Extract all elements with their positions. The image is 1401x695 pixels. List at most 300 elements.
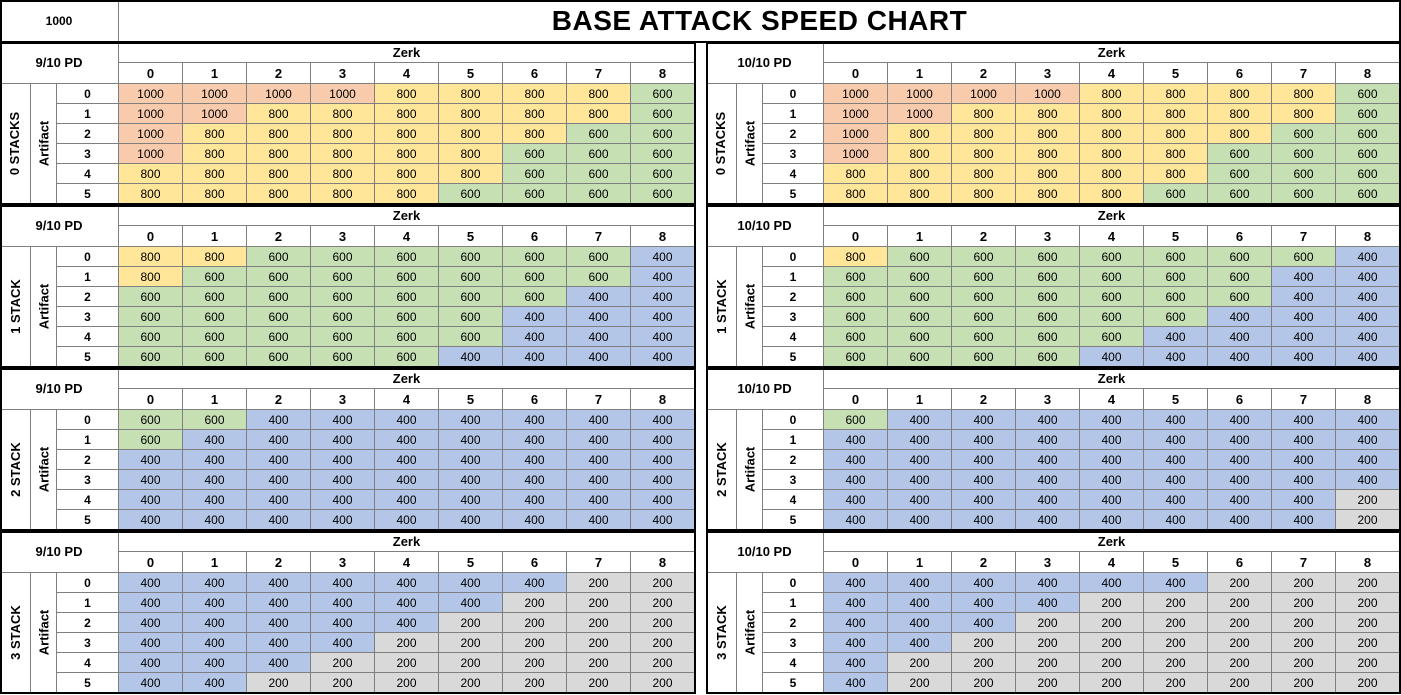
speed-cell: 400 — [439, 573, 503, 593]
zerk-level-header: 3 — [1016, 63, 1080, 84]
speed-cell: 200 — [1144, 593, 1208, 613]
speed-cell: 800 — [1272, 84, 1336, 104]
speed-cell: 800 — [375, 144, 439, 164]
speed-cell: 400 — [247, 410, 311, 430]
speed-cell: 400 — [183, 450, 247, 470]
zerk-level-header: 8 — [1336, 552, 1400, 573]
speed-cell: 400 — [503, 490, 567, 510]
artifact-level-header: 4 — [763, 164, 824, 184]
zerk-level-header: 2 — [247, 226, 311, 247]
speed-cell: 200 — [1080, 593, 1144, 613]
speed-cell: 400 — [888, 613, 952, 633]
speed-cell: 400 — [1336, 307, 1400, 327]
speed-cell: 800 — [247, 184, 311, 204]
speed-cell: 400 — [1080, 510, 1144, 530]
zerk-level-header: 2 — [952, 226, 1016, 247]
stack-label — [0, 573, 31, 693]
speed-cell: 800 — [567, 104, 631, 124]
speed-cell: 400 — [439, 347, 503, 367]
speed-cell: 400 — [375, 430, 439, 450]
speed-cell: 400 — [631, 430, 695, 450]
speed-cell: 600 — [1080, 307, 1144, 327]
speed-cell: 600 — [375, 347, 439, 367]
artifact-label — [31, 573, 57, 693]
artifact-level-header: 4 — [57, 164, 119, 184]
zerk-level-header: 7 — [567, 63, 631, 84]
speed-cell: 800 — [824, 164, 888, 184]
speed-cell: 600 — [247, 267, 311, 287]
zerk-level-header: 6 — [1208, 389, 1272, 410]
speed-cell: 400 — [247, 510, 311, 530]
speed-cell: 600 — [824, 410, 888, 430]
speed-cell: 400 — [439, 510, 503, 530]
speed-cell: 600 — [183, 287, 247, 307]
speed-cell: 400 — [247, 573, 311, 593]
stack-label — [706, 84, 737, 204]
speed-cell: 400 — [183, 613, 247, 633]
speed-cell: 400 — [119, 673, 183, 693]
speed-cell: 200 — [1080, 653, 1144, 673]
speed-cell: 400 — [1080, 470, 1144, 490]
speed-cell: 400 — [888, 470, 952, 490]
speed-cell: 600 — [311, 267, 375, 287]
zerk-level-header: 5 — [439, 63, 503, 84]
speed-cell: 600 — [311, 347, 375, 367]
artifact-level-header: 1 — [57, 267, 119, 287]
speed-cell: 400 — [1272, 287, 1336, 307]
speed-cell: 200 — [1016, 633, 1080, 653]
speed-cell: 400 — [824, 673, 888, 693]
speed-cell: 400 — [119, 653, 183, 673]
speed-cell: 800 — [375, 84, 439, 104]
speed-cell: 800 — [247, 164, 311, 184]
speed-cell: 400 — [1080, 410, 1144, 430]
speed-cell: 600 — [375, 307, 439, 327]
speed-cell: 400 — [952, 410, 1016, 430]
speed-cell: 400 — [824, 613, 888, 633]
speed-cell: 1000 — [952, 84, 1016, 104]
speed-cell: 400 — [1080, 490, 1144, 510]
speed-cell: 200 — [888, 653, 952, 673]
speed-cell: 400 — [888, 593, 952, 613]
speed-cell: 800 — [119, 247, 183, 267]
speed-cell: 800 — [119, 267, 183, 287]
speed-cell: 400 — [824, 573, 888, 593]
speed-cell: 200 — [567, 653, 631, 673]
speed-cell: 400 — [1208, 450, 1272, 470]
speed-cell: 600 — [503, 164, 567, 184]
speed-cell: 400 — [503, 450, 567, 470]
speed-cell: 800 — [1016, 164, 1080, 184]
zerk-level-header: 4 — [1080, 226, 1144, 247]
artifact-level-header: 2 — [57, 287, 119, 307]
speed-cell: 800 — [311, 144, 375, 164]
speed-cell: 600 — [503, 287, 567, 307]
zerk-level-header: 6 — [1208, 63, 1272, 84]
speed-cell: 800 — [375, 164, 439, 184]
artifact-level-header: 2 — [763, 613, 824, 633]
speed-cell: 400 — [119, 613, 183, 633]
speed-cell: 600 — [119, 410, 183, 430]
speed-cell: 200 — [631, 673, 695, 693]
speed-cell: 800 — [1144, 104, 1208, 124]
speed-cell: 400 — [375, 613, 439, 633]
speed-cell: 800 — [1208, 124, 1272, 144]
speed-cell: 400 — [1272, 410, 1336, 430]
speed-cell: 400 — [119, 470, 183, 490]
speed-cell: 400 — [631, 307, 695, 327]
speed-cell: 600 — [888, 267, 952, 287]
speed-cell: 800 — [439, 144, 503, 164]
speed-cell: 200 — [1144, 633, 1208, 653]
speed-cell: 200 — [1336, 593, 1400, 613]
speed-cell: 600 — [439, 307, 503, 327]
speed-cell: 200 — [503, 613, 567, 633]
speed-cell: 600 — [1208, 144, 1272, 164]
artifact-level-header: 1 — [763, 104, 824, 124]
speed-cell: 400 — [888, 490, 952, 510]
speed-cell: 200 — [567, 673, 631, 693]
speed-cell: 800 — [888, 124, 952, 144]
speed-cell: 600 — [119, 287, 183, 307]
speed-cell: 600 — [1208, 247, 1272, 267]
speed-cell: 400 — [1272, 430, 1336, 450]
stack-label-text: 2 STACK — [7, 442, 23, 497]
speed-cell: 800 — [439, 84, 503, 104]
speed-cell: 400 — [631, 247, 695, 267]
speed-cell: 800 — [1016, 124, 1080, 144]
speed-cell: 400 — [1336, 267, 1400, 287]
speed-cell: 800 — [888, 144, 952, 164]
speed-cell: 800 — [311, 104, 375, 124]
speed-cell: 600 — [375, 327, 439, 347]
zerk-header: Zerk — [119, 42, 695, 63]
stack-label — [0, 84, 31, 204]
speed-cell: 800 — [503, 124, 567, 144]
speed-cell: 200 — [631, 653, 695, 673]
speed-cell: 600 — [375, 247, 439, 267]
zerk-level-header: 8 — [631, 226, 695, 247]
speed-cell: 400 — [311, 633, 375, 653]
speed-cell: 400 — [183, 470, 247, 490]
speed-cell: 400 — [1144, 347, 1208, 367]
speed-cell: 400 — [247, 653, 311, 673]
speed-cell: 400 — [375, 470, 439, 490]
speed-cell: 400 — [631, 327, 695, 347]
speed-cell: 400 — [183, 593, 247, 613]
zerk-level-header: 1 — [888, 389, 952, 410]
speed-cell: 400 — [1272, 267, 1336, 287]
speed-cell: 600 — [183, 347, 247, 367]
speed-cell: 400 — [375, 410, 439, 430]
artifact-level-header: 5 — [57, 347, 119, 367]
artifact-level-header: 3 — [763, 307, 824, 327]
speed-cell: 400 — [824, 470, 888, 490]
speed-cell: 600 — [1016, 247, 1080, 267]
artifact-level-header: 4 — [763, 490, 824, 510]
speed-cell: 200 — [1208, 673, 1272, 693]
speed-cell: 200 — [1336, 633, 1400, 653]
speed-cell: 600 — [952, 307, 1016, 327]
speed-cell: 400 — [1080, 430, 1144, 450]
zerk-header: Zerk — [119, 205, 695, 226]
speed-cell: 600 — [311, 287, 375, 307]
speed-cell: 600 — [1336, 144, 1400, 164]
zerk-level-header: 1 — [183, 552, 247, 573]
artifact-level-header: 0 — [763, 84, 824, 104]
artifact-level-header: 0 — [57, 573, 119, 593]
speed-cell: 600 — [1336, 104, 1400, 124]
speed-cell: 800 — [1016, 144, 1080, 164]
speed-cell: 800 — [824, 184, 888, 204]
speed-cell: 600 — [888, 247, 952, 267]
speed-cell: 400 — [311, 450, 375, 470]
zerk-level-header: 4 — [375, 63, 439, 84]
speed-cell: 400 — [503, 573, 567, 593]
pd-label: 9/10 PD — [0, 205, 119, 247]
speed-cell: 400 — [567, 510, 631, 530]
speed-cell: 400 — [631, 470, 695, 490]
artifact-level-header: 0 — [763, 410, 824, 430]
speed-cell: 400 — [439, 470, 503, 490]
speed-cell: 800 — [183, 247, 247, 267]
speed-cell: 400 — [1144, 573, 1208, 593]
speed-cell: 400 — [1272, 327, 1336, 347]
speed-cell: 400 — [119, 593, 183, 613]
zerk-level-header: 8 — [1336, 226, 1400, 247]
speed-cell: 600 — [503, 247, 567, 267]
speed-cell: 400 — [183, 573, 247, 593]
speed-cell: 600 — [439, 247, 503, 267]
speed-cell: 400 — [631, 450, 695, 470]
artifact-label-text: Artifact — [742, 446, 758, 493]
speed-cell: 400 — [375, 490, 439, 510]
speed-cell: 400 — [439, 593, 503, 613]
speed-cell: 400 — [631, 510, 695, 530]
speed-cell: 400 — [503, 347, 567, 367]
speed-cell: 600 — [311, 307, 375, 327]
speed-cell: 600 — [952, 347, 1016, 367]
artifact-label-text: Artifact — [36, 609, 52, 656]
speed-cell: 600 — [1016, 267, 1080, 287]
artifact-label — [737, 84, 763, 204]
artifact-label-text: Artifact — [36, 120, 52, 167]
speed-cell: 600 — [1208, 184, 1272, 204]
artifact-level-header: 2 — [763, 287, 824, 307]
zerk-level-header: 2 — [952, 389, 1016, 410]
artifact-level-header: 5 — [57, 510, 119, 530]
stack-label-text: 0 STACKS — [7, 111, 23, 176]
artifact-level-header: 5 — [763, 184, 824, 204]
speed-cell: 600 — [1272, 124, 1336, 144]
speed-cell: 400 — [247, 430, 311, 450]
artifact-level-header: 5 — [57, 184, 119, 204]
speed-cell: 400 — [952, 613, 1016, 633]
speed-cell: 600 — [1016, 327, 1080, 347]
speed-cell: 400 — [1016, 410, 1080, 430]
artifact-level-header: 5 — [763, 347, 824, 367]
speed-cell: 600 — [631, 104, 695, 124]
speed-cell: 400 — [375, 593, 439, 613]
zerk-level-header: 2 — [952, 552, 1016, 573]
speed-cell: 600 — [439, 327, 503, 347]
speed-cell: 400 — [824, 653, 888, 673]
zerk-level-header: 4 — [1080, 63, 1144, 84]
artifact-level-header: 3 — [57, 470, 119, 490]
speed-cell: 400 — [1272, 510, 1336, 530]
speed-cell: 400 — [631, 287, 695, 307]
speed-cell: 200 — [1272, 573, 1336, 593]
speed-cell: 800 — [1080, 164, 1144, 184]
speed-cell: 600 — [247, 287, 311, 307]
speed-cell: 400 — [311, 410, 375, 430]
artifact-label-text: Artifact — [36, 283, 52, 330]
speed-cell: 400 — [952, 450, 1016, 470]
stack-label — [706, 573, 737, 693]
speed-cell: 600 — [503, 267, 567, 287]
speed-cell: 800 — [311, 184, 375, 204]
artifact-level-header: 4 — [763, 327, 824, 347]
speed-cell: 400 — [183, 653, 247, 673]
speed-cell: 600 — [952, 287, 1016, 307]
speed-cell: 800 — [311, 164, 375, 184]
zerk-level-header: 5 — [1144, 552, 1208, 573]
speed-cell: 600 — [439, 267, 503, 287]
speed-cell: 400 — [567, 307, 631, 327]
artifact-level-header: 5 — [763, 510, 824, 530]
speed-cell: 400 — [247, 490, 311, 510]
speed-cell: 400 — [1144, 490, 1208, 510]
speed-cell: 200 — [631, 593, 695, 613]
speed-cell: 200 — [952, 653, 1016, 673]
speed-cell: 800 — [1016, 104, 1080, 124]
speed-cell: 800 — [1080, 124, 1144, 144]
speed-cell: 800 — [567, 84, 631, 104]
speed-cell: 600 — [439, 287, 503, 307]
speed-cell: 600 — [439, 184, 503, 204]
speed-cell: 200 — [375, 653, 439, 673]
zerk-level-header: 0 — [119, 389, 183, 410]
speed-cell: 600 — [567, 247, 631, 267]
zerk-level-header: 2 — [952, 63, 1016, 84]
stack-label — [0, 410, 31, 530]
artifact-label-text: Artifact — [742, 609, 758, 656]
speed-cell: 200 — [311, 653, 375, 673]
speed-cell: 800 — [952, 184, 1016, 204]
zerk-level-header: 0 — [824, 226, 888, 247]
speed-cell: 400 — [631, 267, 695, 287]
zerk-level-header: 3 — [311, 389, 375, 410]
speed-cell: 400 — [119, 490, 183, 510]
speed-cell: 400 — [1336, 287, 1400, 307]
speed-cell: 600 — [1208, 164, 1272, 184]
speed-cell: 400 — [247, 470, 311, 490]
speed-cell: 800 — [503, 84, 567, 104]
speed-cell: 1000 — [119, 144, 183, 164]
speed-cell: 800 — [1144, 84, 1208, 104]
speed-cell: 600 — [824, 267, 888, 287]
zerk-header: Zerk — [119, 368, 695, 389]
speed-cell: 400 — [1208, 470, 1272, 490]
speed-cell: 600 — [1208, 287, 1272, 307]
speed-cell: 400 — [1144, 327, 1208, 347]
artifact-level-header: 3 — [763, 144, 824, 164]
zerk-level-header: 3 — [311, 552, 375, 573]
speed-cell: 400 — [311, 430, 375, 450]
artifact-level-header: 5 — [57, 673, 119, 693]
zerk-level-header: 0 — [119, 63, 183, 84]
speed-cell: 400 — [183, 673, 247, 693]
speed-cell: 600 — [183, 410, 247, 430]
artifact-label — [31, 84, 57, 204]
speed-cell: 200 — [1144, 653, 1208, 673]
speed-cell: 400 — [119, 573, 183, 593]
zerk-level-header: 6 — [503, 389, 567, 410]
speed-cell: 400 — [1080, 573, 1144, 593]
speed-cell: 400 — [503, 430, 567, 450]
speed-cell: 400 — [503, 307, 567, 327]
zerk-level-header: 8 — [631, 63, 695, 84]
artifact-label — [737, 573, 763, 693]
speed-cell: 600 — [824, 347, 888, 367]
speed-cell: 400 — [1208, 410, 1272, 430]
speed-cell: 200 — [439, 613, 503, 633]
speed-cell: 400 — [311, 490, 375, 510]
speed-cell: 800 — [439, 104, 503, 124]
zerk-level-header: 7 — [1272, 552, 1336, 573]
speed-cell: 200 — [567, 573, 631, 593]
speed-cell: 600 — [824, 307, 888, 327]
speed-cell: 1000 — [824, 144, 888, 164]
artifact-level-header: 0 — [763, 573, 824, 593]
speed-cell: 600 — [375, 267, 439, 287]
speed-cell: 400 — [567, 470, 631, 490]
speed-cell: 400 — [567, 287, 631, 307]
speed-cell: 200 — [1016, 653, 1080, 673]
speed-cell: 600 — [952, 247, 1016, 267]
speed-cell: 800 — [247, 104, 311, 124]
artifact-level-header: 1 — [763, 593, 824, 613]
zerk-header: Zerk — [824, 531, 1400, 552]
zerk-level-header: 1 — [888, 226, 952, 247]
speed-cell: 200 — [1208, 593, 1272, 613]
speed-cell: 200 — [439, 653, 503, 673]
speed-cell: 400 — [119, 510, 183, 530]
zerk-level-header: 2 — [247, 63, 311, 84]
zerk-level-header: 0 — [119, 226, 183, 247]
speed-cell: 200 — [567, 593, 631, 613]
artifact-level-header: 2 — [57, 613, 119, 633]
artifact-level-header: 1 — [57, 593, 119, 613]
speed-cell: 600 — [631, 144, 695, 164]
speed-cell: 400 — [952, 573, 1016, 593]
speed-cell: 400 — [1208, 307, 1272, 327]
speed-cell: 400 — [1144, 470, 1208, 490]
speed-cell: 1000 — [824, 124, 888, 144]
speed-cell: 600 — [247, 347, 311, 367]
speed-cell: 400 — [824, 450, 888, 470]
speed-cell: 400 — [503, 470, 567, 490]
speed-cell: 600 — [503, 144, 567, 164]
speed-cell: 600 — [183, 307, 247, 327]
speed-cell: 400 — [311, 470, 375, 490]
speed-cell: 600 — [567, 267, 631, 287]
speed-cell: 800 — [888, 184, 952, 204]
artifact-level-header: 0 — [763, 247, 824, 267]
speed-cell: 1000 — [119, 124, 183, 144]
pd-label: 9/10 PD — [0, 531, 119, 573]
speed-cell: 600 — [1336, 184, 1400, 204]
